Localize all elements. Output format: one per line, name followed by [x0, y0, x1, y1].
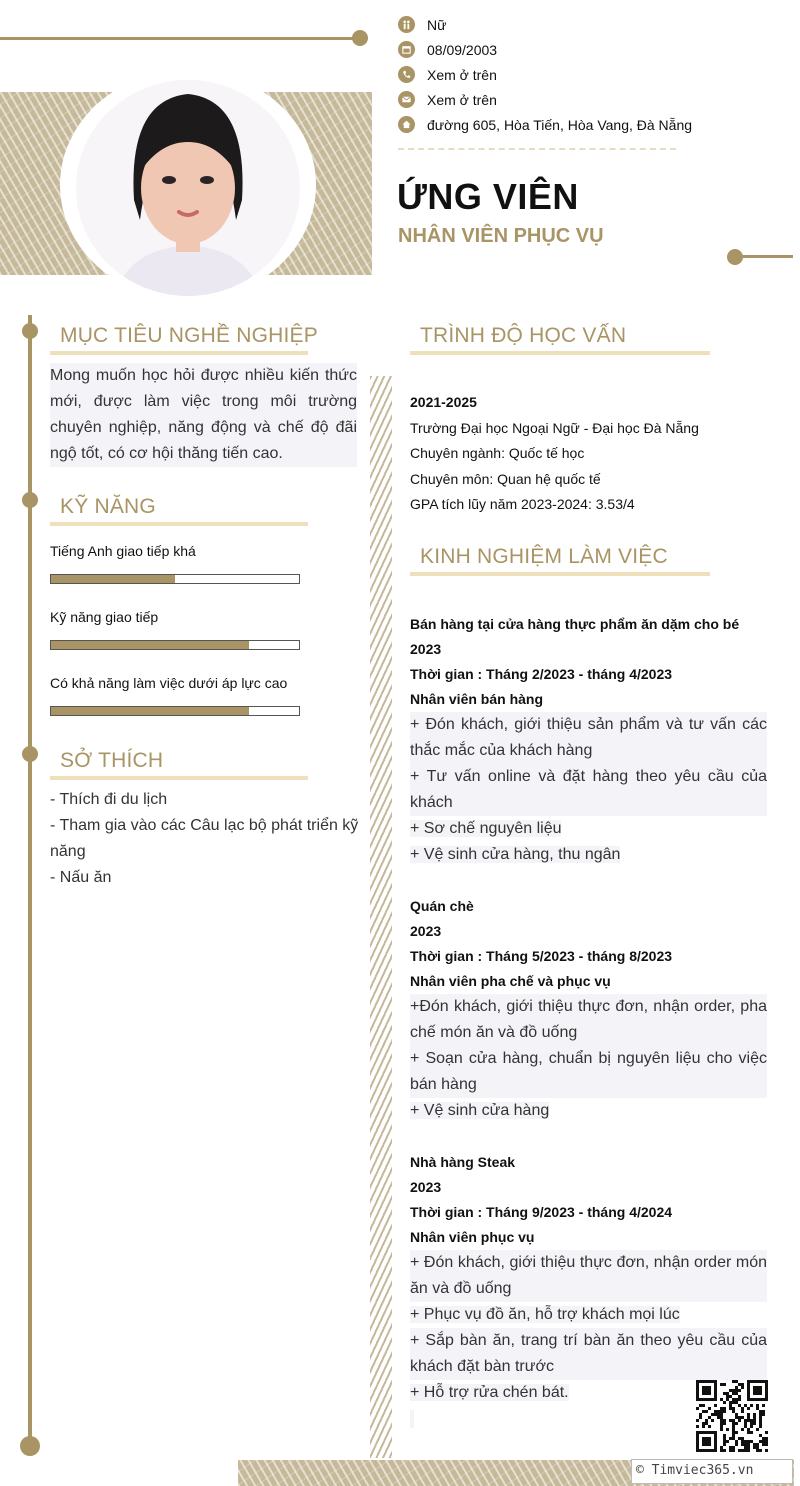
- contact-address: [398, 112, 788, 137]
- header-line-left-dot: [352, 30, 368, 46]
- objective-text: Mong muốn học hỏi được nhiều kiến thức mới, được làm việc trong môi trường chuyên nghiệp, năng động và chế độ đãi ngộ tốt, có cơ hội thăng tiến cao.: [50, 363, 357, 467]
- contact-phone: [398, 62, 788, 87]
- contact-address-value: đường 605, Hòa Tiến, Hòa Vang, Đà Nẵng: [427, 116, 693, 133]
- job-time: Thời gian : Tháng 5/2023 - tháng 8/2023: [410, 948, 673, 964]
- education-title: TRÌNH ĐỘ HỌC VẤN: [420, 324, 627, 347]
- education-period: 2021-2025: [410, 394, 477, 410]
- timeline-dot-skills: [22, 492, 38, 508]
- skill-bar-fill: [51, 641, 249, 649]
- job-duty: [410, 1302, 767, 1328]
- education-specialty: Chuyên môn: Quan hệ quốc tế: [410, 470, 601, 487]
- mail-icon: [398, 91, 415, 108]
- header-line-right: [735, 255, 793, 258]
- contact-email-value: Xem ở trên: [427, 91, 497, 108]
- contact-gender-value: Nữ: [427, 16, 447, 33]
- education-underline: [410, 351, 710, 355]
- job-duty-text: + Phục vụ đồ ăn, hỗ trợ khách mọi lúc: [410, 1306, 680, 1323]
- job-duty-text: + Vệ sinh cửa hàng: [410, 1102, 550, 1119]
- experience-item: [410, 1150, 767, 1406]
- contact-gender: [398, 12, 788, 37]
- calendar-icon: [398, 41, 415, 58]
- skill-bar: [50, 640, 300, 650]
- education-gpa: GPA tích lũy năm 2023-2024: 3.53/4: [410, 496, 635, 512]
- skills-underline: [50, 522, 308, 526]
- job-year: 2023: [410, 641, 442, 657]
- job-duty: + Đón khách, giới thiệu thực đơn, nhận order món ăn và đồ uống: [410, 1250, 767, 1302]
- skill-name: Tiếng Anh giao tiếp khá: [50, 543, 196, 559]
- vertical-hatch-divider: [370, 376, 392, 1458]
- objective-title: MỤC TIÊU NGHỀ NGHIỆP: [60, 324, 318, 347]
- contact-birthday-value: 08/09/2003: [427, 41, 498, 58]
- contact-birthday: [398, 37, 788, 62]
- skill-bar-fill: [51, 707, 249, 715]
- job-duty: [410, 842, 767, 868]
- hobby-item: - Tham gia vào các Câu lạc bộ phát triển kỹ năng: [50, 817, 359, 860]
- qr-code: [696, 1380, 768, 1452]
- job-duty: + Sắp bàn ăn, trang trí bàn ăn theo yêu cầu của khách đặt bàn trước: [410, 1328, 767, 1380]
- experience-underline: [410, 572, 710, 576]
- job-role: Nhân viên bán hàng: [410, 691, 544, 707]
- candidate-name: ỨNG VIÊN: [397, 176, 579, 217]
- skill-name: Có khả năng làm việc dưới áp lực cao: [50, 675, 288, 691]
- education-school: Trường Đại học Ngoại Ngữ - Đại học Đà Nẵng: [410, 419, 699, 436]
- timeline-dot-objective: [22, 323, 38, 339]
- education-block: [410, 390, 780, 518]
- job-year: 2023: [410, 1179, 442, 1195]
- job-duty: + Soạn cửa hàng, chuẩn bị nguyên liệu cho việc bán hàng: [410, 1046, 767, 1098]
- job-duty: + Đón khách, giới thiệu sản phẩm và tư vấn các thắc mắc của khách hàng: [410, 712, 767, 764]
- skills-title: KỸ NĂNG: [60, 495, 156, 518]
- job-duty: +Đón khách, giới thiệu thực đơn, nhận order, pha chế món ăn và đồ uống: [410, 994, 767, 1046]
- avatar-portrait: [76, 80, 300, 296]
- job-duty-text: + Hỗ trợ rửa chén bát.: [410, 1384, 569, 1401]
- contact-divider: [398, 148, 676, 150]
- job-time: Thời gian : Tháng 9/2023 - tháng 4/2024: [410, 1204, 673, 1220]
- skill-name: Kỹ năng giao tiếp: [50, 609, 159, 625]
- contact-email: [398, 87, 788, 112]
- job-duty: [410, 1098, 767, 1124]
- experience-item: [410, 612, 767, 868]
- education-major: Chuyên ngành: Quốc tế học: [410, 445, 585, 461]
- objective-underline: [50, 351, 308, 355]
- contact-phone-value: Xem ở trên: [427, 66, 497, 83]
- job-duty: [410, 816, 767, 842]
- hobby-item: - Nấu ăn: [50, 869, 112, 886]
- job-role: Nhân viên pha chế và phục vụ: [410, 973, 611, 989]
- job-company: Bán hàng tại cửa hàng thực phẩm ăn dặm cho bé: [410, 616, 740, 632]
- footer-watermark: © Timviec365.vn: [636, 1463, 754, 1478]
- empty-line-marker: [410, 1410, 414, 1428]
- hobby-item: - Thích đi du lịch: [50, 791, 168, 808]
- home-icon: [398, 116, 415, 133]
- candidate-position: NHÂN VIÊN PHỤC VỤ: [398, 225, 604, 247]
- experience-item: [410, 894, 767, 1124]
- skill-bar: [50, 574, 300, 584]
- timeline-dot-end: [20, 1436, 40, 1456]
- job-company: Nhà hàng Steak: [410, 1154, 516, 1170]
- job-time: Thời gian : Tháng 2/2023 - tháng 4/2023: [410, 666, 673, 682]
- avatar: [76, 80, 300, 296]
- job-company: Quán chè: [410, 898, 474, 914]
- job-year: 2023: [410, 923, 442, 939]
- job-role: Nhân viên phục vụ: [410, 1229, 535, 1245]
- qr-code-graphic: [696, 1380, 768, 1452]
- timeline-dot-hobbies: [22, 746, 38, 762]
- hobbies-list: [50, 787, 360, 891]
- skill-bar-fill: [51, 575, 175, 583]
- job-duty-text: + Sơ chế nguyên liệu: [410, 820, 562, 837]
- contact-list: [398, 12, 788, 137]
- experience-title: KINH NGHIỆM LÀM VIỆC: [420, 545, 668, 568]
- left-timeline: [28, 315, 32, 1445]
- skill-bar: [50, 706, 300, 716]
- hobbies-title: SỞ THÍCH: [60, 749, 164, 772]
- header-line-left: [0, 37, 354, 40]
- job-duty-text: + Vệ sinh cửa hàng, thu ngân: [410, 846, 621, 863]
- phone-icon: [398, 66, 415, 83]
- gender-icon: [398, 16, 415, 33]
- job-duty: + Tư vấn online và đặt hàng theo yêu cầu của khách: [410, 764, 767, 816]
- hobbies-underline: [50, 776, 308, 780]
